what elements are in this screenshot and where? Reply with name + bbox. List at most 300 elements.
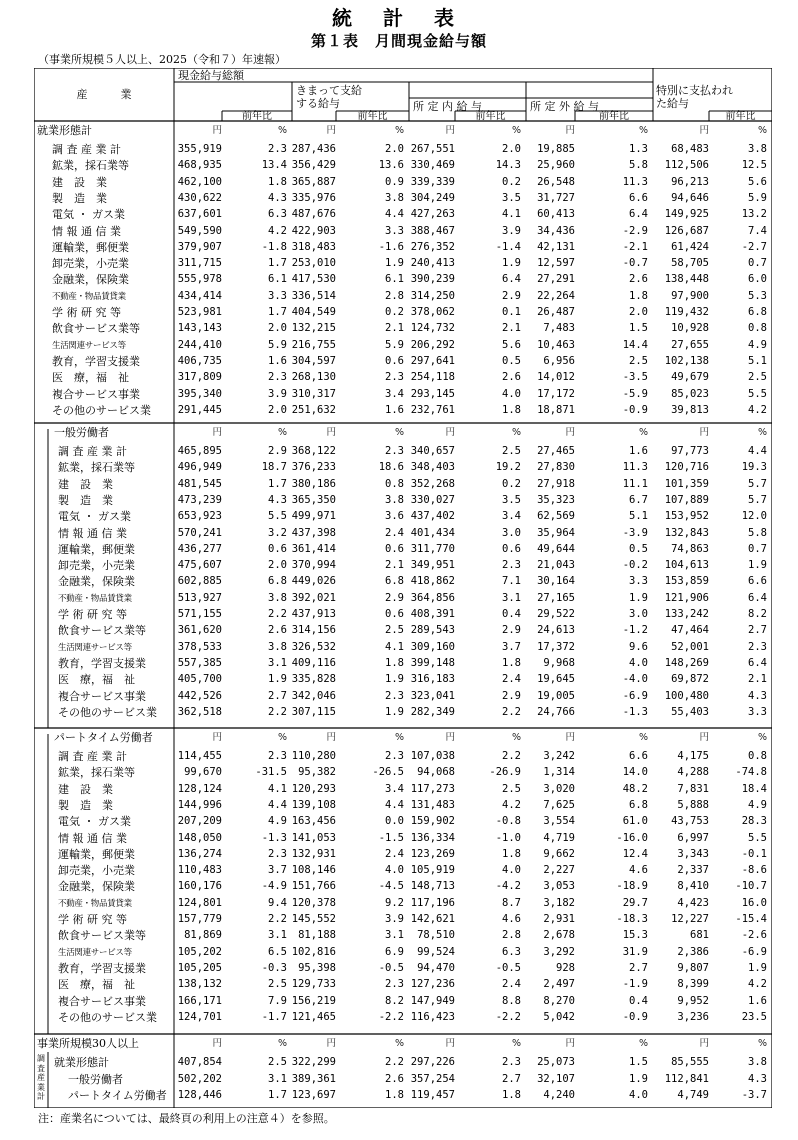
value-yen: 316,183	[410, 673, 455, 686]
value-yoy-pct: 6.7	[629, 493, 648, 506]
value-yen: 282,349	[410, 705, 455, 718]
value-yen: 102,816	[291, 945, 336, 958]
value-yoy-pct: 2.0	[268, 559, 287, 572]
value-yoy-pct: 4.0	[629, 656, 648, 669]
value-yen: 3,554	[543, 815, 575, 828]
industry-name: 医 療，福 祉	[52, 371, 129, 385]
value-yoy-pct: -2.6	[741, 929, 767, 942]
value-yoy-pct: 6.4	[629, 208, 648, 221]
value-yoy-pct: -1.3	[261, 831, 287, 844]
value-yoy-pct: -0.8	[495, 815, 521, 828]
value-yoy-pct: -74.8	[735, 766, 767, 779]
value-yen: 26,487	[537, 306, 575, 318]
value-yen: 107,038	[410, 750, 455, 762]
value-yen: 69,872	[671, 673, 709, 686]
value-yen: 437,402	[410, 510, 455, 523]
value-yoy-pct: 1.6	[385, 403, 404, 416]
value-yoy-pct: 9.4	[268, 896, 287, 909]
header-yoy-2: 前年比	[357, 111, 388, 122]
value-yen: 406,735	[177, 354, 222, 367]
value-yen: 159,902	[410, 815, 455, 828]
value-yoy-pct: 1.9	[385, 673, 404, 686]
value-yoy-pct: 3.1	[268, 929, 287, 942]
value-yen: 2,337	[677, 864, 709, 877]
value-yen: 557,385	[177, 656, 222, 669]
unit-percent: %	[511, 125, 521, 136]
value-yoy-pct: 16.0	[741, 896, 767, 909]
value-yoy-pct: 4.9	[748, 798, 767, 811]
value-yoy-pct: 2.6	[385, 1072, 404, 1085]
value-yen: 356,429	[291, 159, 336, 172]
value-yen: 487,676	[291, 208, 336, 221]
value-yen: 570,241	[177, 526, 222, 539]
value-yen: 123,697	[291, 1089, 336, 1101]
value-yen: 395,340	[177, 387, 222, 400]
value-yoy-pct: 6.4	[502, 273, 521, 286]
value-yoy-pct: 4.3	[748, 1072, 767, 1085]
unit-yen: 円	[326, 125, 336, 136]
value-yoy-pct: 0.4	[502, 608, 521, 620]
value-yoy-pct: 3.0	[629, 608, 648, 620]
value-yen: 68,483	[671, 143, 709, 155]
value-yen: 465,895	[177, 445, 222, 457]
page-title: 統 計 表	[332, 6, 466, 30]
value-yen: 304,597	[291, 354, 336, 367]
value-yoy-pct: 11.3	[622, 461, 648, 474]
value-yoy-pct: 2.7	[748, 624, 767, 637]
value-yen: 26,548	[537, 175, 575, 188]
unit-percent: %	[277, 732, 287, 743]
value-yen: 149,925	[664, 208, 709, 221]
value-yen: 417,530	[291, 273, 336, 286]
table-subtitle: 第１表 月間現金給与額	[310, 32, 487, 50]
unit-percent: %	[638, 125, 648, 136]
unit-percent: %	[511, 1038, 521, 1049]
value-yoy-pct: 4.2	[502, 798, 521, 811]
value-yen: 78,510	[417, 929, 455, 942]
value-yoy-pct: 3.8	[385, 191, 404, 204]
value-yen: 124,801	[177, 896, 222, 909]
value-yen: 128,124	[177, 782, 222, 795]
value-yen: 157,779	[177, 913, 222, 925]
value-yoy-pct: 13.4	[261, 159, 287, 172]
value-yoy-pct: 1.6	[629, 445, 648, 457]
value-yen: 136,274	[177, 847, 222, 860]
value-yen: 3,236	[677, 1010, 709, 1023]
unit-yen: 円	[699, 125, 709, 136]
value-yoy-pct: 1.8	[502, 1089, 521, 1101]
value-yen: 342,046	[291, 689, 336, 702]
value-yen: 1,314	[543, 766, 575, 779]
value-yen: 132,215	[291, 322, 336, 335]
value-yoy-pct: 2.2	[268, 608, 287, 620]
industry-name: 電気 ・ ガス業	[58, 510, 131, 524]
value-yen: 18,871	[537, 403, 575, 416]
value-yoy-pct: 2.5	[385, 624, 404, 637]
value-yen: 392,021	[291, 591, 336, 604]
value-yoy-pct: 2.1	[385, 322, 404, 335]
value-yen: 14,012	[537, 371, 575, 384]
table-caption: （事業所規模５人以上、2025（令和７）年速報）	[38, 53, 286, 66]
value-yoy-pct: 3.8	[268, 591, 287, 604]
value-yoy-pct: -15.4	[735, 913, 767, 925]
value-yoy-pct: 15.3	[622, 929, 648, 942]
value-yoy-pct: -1.0	[495, 831, 521, 844]
value-yen: 355,919	[177, 143, 222, 155]
value-yen: 19,645	[537, 673, 575, 686]
value-yoy-pct: 0.1	[502, 306, 521, 318]
section-label: 一般労働者	[54, 426, 109, 439]
value-yoy-pct: 4.1	[385, 640, 404, 653]
value-yen: 112,841	[664, 1072, 709, 1085]
value-yen: 462,100	[177, 175, 222, 188]
value-yoy-pct: 2.1	[502, 322, 521, 335]
value-yen: 314,250	[410, 289, 455, 302]
value-yoy-pct: 2.4	[385, 847, 404, 860]
value-yen: 128,446	[177, 1089, 222, 1101]
value-yoy-pct: 5.9	[748, 191, 767, 204]
value-yoy-pct: 6.1	[268, 273, 287, 286]
header-special-line2: た給与	[656, 97, 689, 110]
value-yen: 311,770	[410, 542, 455, 555]
value-yoy-pct: 4.0	[385, 864, 404, 877]
value-yen: 8,410	[677, 880, 709, 893]
value-yoy-pct: 5.1	[629, 510, 648, 523]
value-yoy-pct: 2.5	[268, 978, 287, 991]
value-yen: 430,622	[177, 191, 222, 204]
value-yen: 129,733	[291, 978, 336, 991]
value-yen: 244,410	[177, 338, 222, 351]
value-yoy-pct: 6.3	[502, 945, 521, 958]
value-yoy-pct: 0.5	[629, 542, 648, 555]
value-yen: 27,165	[537, 591, 575, 604]
value-yoy-pct: 2.4	[502, 978, 521, 991]
value-yen: 7,831	[677, 782, 709, 795]
unit-percent: %	[277, 125, 287, 136]
value-yoy-pct: -4.9	[261, 880, 287, 893]
value-yen: 365,887	[291, 175, 336, 188]
value-yoy-pct: 2.2	[268, 913, 287, 925]
value-yoy-pct: 2.5	[502, 782, 521, 795]
industry-name: 鉱業，採石業等	[58, 766, 135, 780]
value-yoy-pct: 14.0	[622, 766, 648, 779]
value-yoy-pct: 13.2	[741, 208, 767, 221]
value-yoy-pct: 7.9	[268, 994, 287, 1007]
value-yen: 114,455	[177, 750, 222, 762]
value-yoy-pct: 6.8	[385, 575, 404, 588]
value-yoy-pct: 4.4	[268, 798, 287, 811]
value-yen: 117,196	[410, 896, 455, 909]
value-yen: 94,470	[417, 961, 455, 974]
value-yoy-pct: 3.8	[268, 640, 287, 653]
value-yoy-pct: 2.3	[268, 847, 287, 860]
value-yen: 340,657	[410, 445, 455, 457]
value-yoy-pct: -2.2	[378, 1010, 404, 1023]
value-yoy-pct: 5.1	[748, 354, 767, 367]
value-yen: 388,467	[410, 224, 455, 237]
value-yoy-pct: -4.0	[622, 673, 648, 686]
value-yen: 555,978	[177, 273, 222, 286]
value-yoy-pct: 2.9	[268, 445, 287, 457]
value-yen: 276,352	[410, 240, 455, 253]
value-yoy-pct: 3.8	[385, 493, 404, 506]
value-yen: 81,188	[298, 929, 336, 942]
value-yen: 362,518	[177, 705, 222, 718]
industry-name: 電気 ・ ガス業	[52, 208, 125, 222]
value-yoy-pct: -4.2	[495, 880, 521, 893]
value-yen: 126,687	[664, 224, 709, 237]
value-yen: 481,545	[177, 477, 222, 490]
value-yoy-pct: 1.3	[629, 143, 648, 155]
value-yoy-pct: 4.6	[629, 864, 648, 877]
value-yen: 251,632	[291, 403, 336, 416]
value-yen: 6,956	[543, 354, 575, 367]
header-yoy-5: 前年比	[725, 111, 756, 122]
value-yen: 442,526	[177, 689, 222, 702]
value-yoy-pct: 5.9	[385, 338, 404, 351]
value-yoy-pct: 1.8	[385, 1089, 404, 1101]
value-yoy-pct: 4.3	[748, 689, 767, 702]
value-yen: 24,766	[537, 705, 575, 718]
value-yoy-pct: 2.3	[385, 371, 404, 384]
industry-name: 飲食サービス業等	[58, 929, 146, 943]
value-yen: 29,522	[537, 608, 575, 620]
value-yen: 364,856	[410, 591, 455, 604]
value-yoy-pct: 2.1	[385, 559, 404, 572]
value-yen: 97,773	[671, 445, 709, 457]
value-yen: 110,483	[177, 864, 222, 877]
header-overtime: 所 定 外 給 与	[530, 100, 599, 113]
value-yoy-pct: 5.6	[502, 338, 521, 351]
value-yen: 85,555	[671, 1056, 709, 1068]
value-yoy-pct: 4.2	[748, 403, 767, 416]
value-yoy-pct: -2.1	[622, 240, 648, 253]
header-total-wage: 現金給与総額	[178, 69, 244, 82]
value-yoy-pct: 4.6	[502, 913, 521, 925]
value-yen: 437,398	[291, 526, 336, 539]
value-yoy-pct: -2.2	[495, 1010, 521, 1023]
value-yen: 2,386	[677, 945, 709, 958]
value-yen: 10,463	[537, 338, 575, 351]
value-yoy-pct: 19.2	[495, 461, 521, 474]
value-yen: 104,613	[664, 559, 709, 572]
value-yoy-pct: 1.8	[385, 656, 404, 669]
unit-percent: %	[757, 427, 767, 438]
value-yoy-pct: 3.8	[748, 1056, 767, 1068]
value-yoy-pct: -1.9	[622, 978, 648, 991]
value-yoy-pct: 12.0	[741, 510, 767, 523]
value-yoy-pct: 0.7	[748, 542, 767, 555]
industry-name: 情 報 通 信 業	[58, 831, 127, 845]
value-yoy-pct: 1.9	[385, 257, 404, 270]
value-yen: 96,213	[671, 175, 709, 188]
value-yen: 110,280	[291, 750, 336, 762]
value-yen: 145,552	[291, 913, 336, 925]
value-yoy-pct: -10.7	[735, 880, 767, 893]
value-yen: 253,010	[291, 257, 336, 270]
unit-percent: %	[277, 1038, 287, 1049]
unit-percent: %	[394, 732, 404, 743]
value-yoy-pct: 4.0	[502, 864, 521, 877]
value-yoy-pct: 1.9	[268, 673, 287, 686]
side-label-vertical: 調査産業計	[37, 1054, 45, 1101]
value-yoy-pct: 4.9	[748, 338, 767, 351]
value-yoy-pct: 0.8	[748, 322, 767, 335]
value-yoy-pct: 2.3	[268, 750, 287, 762]
value-yoy-pct: 3.1	[268, 1072, 287, 1085]
unit-percent: %	[638, 1038, 648, 1049]
value-yoy-pct: 1.9	[629, 591, 648, 604]
value-yen: 267,551	[410, 143, 455, 155]
value-yoy-pct: -0.2	[622, 559, 648, 572]
value-yoy-pct: 3.3	[385, 224, 404, 237]
value-yen: 81,869	[184, 929, 222, 942]
value-yen: 297,641	[410, 354, 455, 367]
value-yen: 60,413	[537, 208, 575, 221]
value-yen: 39,813	[671, 403, 709, 416]
value-yen: 349,951	[410, 559, 455, 572]
value-yoy-pct: 9.2	[385, 896, 404, 909]
value-yen: 105,205	[177, 961, 222, 974]
value-yoy-pct: 2.9	[385, 591, 404, 604]
value-yoy-pct: 0.8	[748, 750, 767, 762]
value-yen: 17,172	[537, 387, 575, 400]
unit-percent: %	[638, 427, 648, 438]
value-yen: 21,043	[537, 559, 575, 572]
value-yoy-pct: 5.6	[748, 175, 767, 188]
value-yen: 370,994	[291, 559, 336, 572]
value-yoy-pct: 0.5	[502, 354, 521, 367]
value-yoy-pct: 0.2	[502, 477, 521, 490]
value-yen: 3,292	[543, 945, 575, 958]
value-yen: 571,155	[177, 608, 222, 620]
value-yoy-pct: 14.4	[622, 338, 648, 351]
value-yoy-pct: 11.3	[622, 175, 648, 188]
industry-name: 卸売業，小売業	[58, 559, 135, 573]
value-yoy-pct: 0.2	[502, 175, 521, 188]
value-yen: 9,968	[543, 656, 575, 669]
value-yen: 379,907	[177, 240, 222, 253]
value-yen: 4,175	[677, 750, 709, 762]
value-yen: 232,761	[410, 403, 455, 416]
value-yoy-pct: -0.3	[261, 961, 287, 974]
value-yoy-pct: -2.9	[622, 224, 648, 237]
value-yoy-pct: -6.9	[622, 689, 648, 702]
value-yen: 22,264	[537, 289, 575, 302]
value-yen: 117,273	[410, 782, 455, 795]
value-yoy-pct: 2.2	[502, 750, 521, 762]
value-yoy-pct: 18.6	[378, 461, 404, 474]
industry-name: 調 査 産 業 計	[52, 143, 121, 156]
value-yoy-pct: 8.8	[502, 994, 521, 1007]
header-yoy-4: 前年比	[599, 111, 629, 122]
value-yen: 436,277	[177, 542, 222, 555]
value-yen: 390,239	[410, 273, 455, 286]
value-yoy-pct: -3.5	[622, 371, 648, 384]
value-yoy-pct: 12.5	[741, 159, 767, 172]
value-yoy-pct: -26.9	[489, 766, 521, 779]
value-yoy-pct: 2.6	[629, 273, 648, 286]
value-yen: 3,182	[543, 896, 575, 909]
industry-name: 就業形態計	[54, 1056, 109, 1069]
value-yen: 499,971	[291, 510, 336, 523]
value-yen: 27,918	[537, 477, 575, 490]
value-yen: 124,701	[177, 1010, 222, 1023]
industry-name: 金融業，保険業	[58, 880, 135, 894]
value-yen: 9,662	[543, 847, 575, 860]
industry-name: その他のサービス業	[58, 705, 157, 719]
value-yoy-pct: 2.9	[502, 689, 521, 702]
value-yoy-pct: -3.7	[741, 1089, 767, 1101]
value-yoy-pct: 4.4	[748, 445, 767, 457]
value-yoy-pct: 6.6	[629, 750, 648, 762]
value-yoy-pct: 5.3	[748, 289, 767, 302]
value-yoy-pct: 2.6	[268, 624, 287, 637]
value-yen: 513,927	[177, 591, 222, 604]
value-yen: 7,483	[543, 322, 575, 335]
value-yen: 153,859	[664, 575, 709, 588]
unit-yen: 円	[326, 1038, 336, 1049]
value-yoy-pct: 5.5	[748, 831, 767, 844]
value-yoy-pct: 2.3	[748, 640, 767, 653]
value-yoy-pct: 6.9	[385, 945, 404, 958]
value-yoy-pct: 2.3	[385, 445, 404, 457]
value-yoy-pct: -8.6	[741, 864, 767, 877]
unit-percent: %	[394, 1038, 404, 1049]
value-yen: 100,480	[664, 689, 709, 702]
value-yen: 97,900	[671, 289, 709, 302]
value-yen: 95,382	[298, 766, 336, 779]
value-yoy-pct: 0.8	[385, 477, 404, 490]
value-yoy-pct: 0.6	[385, 542, 404, 555]
value-yoy-pct: 6.4	[748, 591, 767, 604]
value-yoy-pct: 1.6	[748, 994, 767, 1007]
value-yen: 47,464	[671, 624, 709, 637]
value-yen: 399,148	[410, 656, 455, 669]
value-yoy-pct: 28.3	[741, 815, 767, 828]
value-yoy-pct: 1.9	[748, 559, 767, 572]
value-yen: 43,753	[671, 815, 709, 828]
unit-percent: %	[394, 125, 404, 136]
value-yoy-pct: 0.2	[385, 306, 404, 318]
value-yen: 293,145	[410, 387, 455, 400]
value-yoy-pct: 1.9	[502, 257, 521, 270]
value-yoy-pct: 1.8	[268, 175, 287, 188]
value-yoy-pct: 3.3	[268, 289, 287, 302]
unit-yen: 円	[565, 427, 575, 438]
value-yoy-pct: 9.6	[629, 640, 648, 653]
value-yoy-pct: 61.0	[622, 815, 648, 828]
industry-name: 不動産・物品賃貸業	[52, 291, 126, 302]
value-yen: 2,931	[543, 913, 575, 925]
value-yoy-pct: 8.2	[748, 608, 767, 620]
industry-name: 医 療，福 祉	[58, 673, 135, 687]
value-yen: 52,001	[671, 640, 709, 653]
value-yoy-pct: 1.8	[502, 847, 521, 860]
value-yen: 27,465	[537, 445, 575, 457]
value-yen: 408,391	[410, 608, 455, 620]
industry-name: 複合サービス事業	[52, 387, 140, 401]
value-yen: 352,268	[410, 477, 455, 490]
value-yoy-pct: 2.4	[502, 673, 521, 686]
industry-name: 製 造 業	[58, 493, 113, 507]
value-yoy-pct: 8.7	[502, 896, 521, 909]
value-yen: 336,514	[291, 289, 336, 302]
value-yen: 268,130	[291, 371, 336, 384]
value-yen: 108,146	[291, 864, 336, 877]
value-yen: 8,399	[677, 978, 709, 991]
value-yen: 653,923	[177, 510, 222, 523]
